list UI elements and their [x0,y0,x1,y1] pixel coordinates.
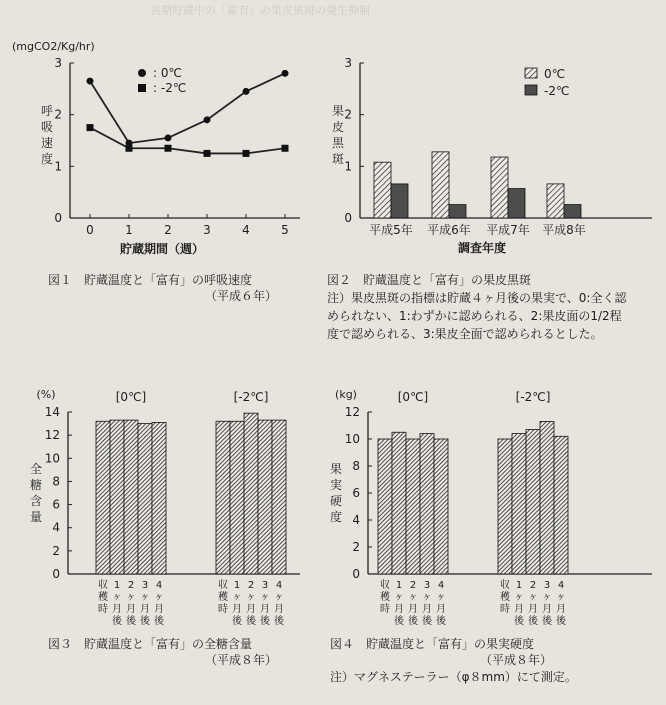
fig4-x-tick-label [408,580,419,627]
svg-text:後: 後 [260,616,270,627]
fig3-bar [96,421,110,574]
fig4-group-label: [0℃] [397,390,429,404]
fig2-bar [491,157,508,218]
fig3-x-tick-label [154,580,165,627]
fig2-bar [564,205,581,218]
svg-text:3: 3 [141,580,149,591]
svg-text:4: 4 [437,580,445,591]
fig2-legend-swatch [525,68,537,78]
svg-text:後: 後 [246,616,256,627]
svg-text:月: 月 [126,604,136,615]
svg-text:月: 月 [140,604,150,615]
fig2-legend-swatch [525,85,537,95]
fig1-series-line [90,128,285,154]
svg-text:穫: 穫 [380,592,390,603]
svg-text:ヶ: ヶ [246,592,256,603]
fig1-y-tick-label: 3 [54,56,62,70]
fig4-x-tick-label [500,578,510,615]
fig4-bar [434,439,448,574]
fig3-x-tick-label [126,580,137,627]
svg-text:ヶ: ヶ [126,592,136,603]
fig3-y-tick-label: 14 [44,405,60,419]
fig3-y-tick-label: 10 [44,451,60,466]
svg-text:後: 後 [274,616,284,627]
fig3-group-label: [0℃] [115,390,147,404]
fig4-y-tick-label: 6 [352,486,360,500]
svg-text:月: 月 [408,604,418,615]
fig1-x-tick-label: 5 [281,223,289,237]
svg-text:ヶ: ヶ [408,592,418,603]
fig2-y-tick-label: 2 [344,107,352,122]
fig4-x-tick-label [556,580,567,627]
svg-text:後: 後 [140,616,150,627]
svg-text:月: 月 [112,604,122,615]
svg-text:月: 月 [260,604,270,615]
svg-text:収: 収 [500,580,510,591]
fig3-bar [244,413,258,574]
fig1-legend-marker [138,69,146,77]
fig1-y-axis-title [41,104,53,166]
fig3-group-label: [-2℃] [233,390,269,404]
fig3-y-tick-label: 2 [52,543,60,558]
svg-text:ヶ: ヶ [528,592,538,603]
figure-3-sugar-chart [0,378,318,628]
svg-text:穫: 穫 [98,592,108,603]
svg-text:3: 3 [261,580,269,591]
fig3-unit-label: (%) [36,388,56,401]
fig3-bar [124,420,138,574]
fig4-x-tick-label [436,580,447,627]
fig1-unit-label: (mgCO2/Kg/hr) [12,40,95,53]
svg-text:後: 後 [112,616,122,627]
svg-text:1: 1 [395,580,403,591]
background-heading: 長期貯蔵中の「富有」の果皮黒斑の発生抑制 [150,4,370,17]
svg-text:後: 後 [394,616,404,627]
svg-text:後: 後 [126,616,136,627]
fig2-bar [391,184,408,218]
svg-text:吸: 吸 [40,120,54,134]
svg-text:後: 後 [556,616,566,627]
fig2-x-tick-label: 平成6年 [427,223,471,237]
svg-text:穫: 穫 [218,592,228,603]
svg-text:4: 4 [557,580,565,591]
svg-text:月: 月 [154,604,164,615]
fig1-series-line [90,73,285,143]
fig3-x-tick-label [140,580,151,627]
svg-text:月: 月 [556,604,566,615]
fig1-x-tick-label: 4 [242,223,250,237]
fig1-point [243,150,250,157]
fig2-legend-label: -2℃ [544,84,570,98]
svg-text:2: 2 [247,580,255,591]
svg-text:後: 後 [154,616,164,627]
fig4-x-tick-label [380,578,390,615]
svg-text:ヶ: ヶ [542,592,552,603]
svg-text:ヶ: ヶ [274,592,284,603]
fig1-legend-marker [138,84,146,92]
svg-text:月: 月 [274,604,284,615]
fig1-x-tick-label: 3 [203,223,211,237]
fig2-bar [547,184,564,218]
svg-text:収: 収 [218,580,228,591]
svg-text:1: 1 [233,580,241,591]
figure-4-note: 注）マグネステーラー（φ８mm）にて測定。 [330,670,577,684]
fig4-x-tick-label [528,580,539,627]
fig4-y-tick-label: 10 [344,432,360,446]
svg-text:ヶ: ヶ [436,592,446,603]
fig4-bar [392,432,406,574]
fig4-y-tick-label: 8 [352,459,360,473]
svg-text:果: 果 [329,462,343,476]
svg-text:4: 4 [275,580,283,591]
svg-text:ヶ: ヶ [154,592,164,603]
fig1-x-tick-label: 1 [125,223,133,237]
svg-text:月: 月 [232,604,242,615]
svg-text:穫: 穫 [500,592,510,603]
fig4-unit-label: (kg) [335,388,357,401]
fig1-point [204,150,211,157]
svg-text:後: 後 [514,616,524,627]
fig3-y-tick-label: 6 [52,497,60,512]
svg-text:月: 月 [542,604,552,615]
fig3-bar [152,422,166,574]
svg-text:4: 4 [155,580,163,591]
fig3-y-tick-label: 0 [52,567,60,581]
fig4-y-tick-label: 12 [344,405,360,419]
fig3-x-tick-label [98,578,108,615]
fig4-bar [498,439,512,574]
fig1-point [204,116,211,123]
fig4-y-tick-label: 2 [352,540,360,554]
fig3-x-tick-label [232,580,243,627]
fig4-y-axis-title [330,462,342,524]
fig1-point [165,134,172,141]
svg-text:度: 度 [329,510,343,524]
svg-text:2: 2 [529,580,537,591]
svg-text:後: 後 [542,616,552,627]
fig4-bar [406,439,420,574]
fig3-x-tick-label [246,580,257,627]
svg-text:2: 2 [127,580,135,591]
fig3-y-tick-label: 4 [52,520,60,535]
fig4-y-tick-label: 0 [352,567,360,581]
fig2-x-tick-label: 平成7年 [486,223,530,237]
fig1-legend-label: : -2℃ [153,81,187,95]
fig3-x-tick-label [274,580,285,627]
fig4-group-label: [-2℃] [515,390,551,404]
svg-text:硬: 硬 [329,494,343,508]
figure-4-subcaption: （平成８年） [480,653,553,667]
fig3-x-tick-label [112,580,123,627]
fig2-bar [432,152,449,218]
fig2-bar [508,189,525,218]
svg-text:ヶ: ヶ [140,592,150,603]
svg-text:収: 収 [98,580,108,591]
fig4-bar [554,436,568,574]
fig1-y-tick-label: 2 [54,107,62,122]
fig2-bar [449,205,466,218]
fig3-bar [230,421,244,574]
svg-text:2: 2 [409,580,417,591]
svg-text:3: 3 [543,580,551,591]
fig1-point [87,124,94,131]
fig2-legend-label: 0℃ [544,67,566,81]
svg-text:ヶ: ヶ [232,592,242,603]
svg-text:後: 後 [436,616,446,627]
svg-text:ヶ: ヶ [260,592,270,603]
svg-text:後: 後 [528,616,538,627]
fig4-bar [540,421,554,574]
fig3-bar [216,421,230,574]
fig4-x-tick-label [542,580,553,627]
svg-text:ヶ: ヶ [514,592,524,603]
fig2-y-tick-label: 3 [344,56,352,70]
fig3-bar [272,420,286,574]
svg-text:月: 月 [514,604,524,615]
svg-text:ヶ: ヶ [394,592,404,603]
fig4-bar [378,439,392,574]
fig1-point [282,145,289,152]
svg-text:糖: 糖 [29,478,43,492]
svg-text:時: 時 [380,604,390,615]
fig1-x-tick-label: 0 [86,223,94,237]
svg-text:ヶ: ヶ [556,592,566,603]
fig3-bar [138,424,152,574]
fig4-bar [512,434,526,574]
fig1-point [126,145,133,152]
svg-text:3: 3 [423,580,431,591]
svg-text:全: 全 [29,462,43,476]
svg-text:1: 1 [515,580,523,591]
fig2-x-tick-label: 平成8年 [542,223,586,237]
fig4-bar [526,430,540,574]
fig2-x-axis-title: 調査年度 [457,241,507,255]
svg-text:呼: 呼 [40,104,54,118]
fig1-point [165,145,172,152]
svg-text:度: 度 [40,152,54,166]
svg-text:斑: 斑 [331,152,345,166]
svg-text:後: 後 [408,616,418,627]
fig4-y-tick-label: 4 [352,513,360,527]
figure-4-firmness-chart [322,378,662,628]
svg-text:量: 量 [29,510,43,524]
svg-text:速: 速 [40,136,54,150]
svg-text:月: 月 [436,604,446,615]
svg-text:月: 月 [246,604,256,615]
figure-1-caption: 図１ 貯蔵温度と「富有」の呼吸速度 [48,273,253,287]
figure-1-respiration-chart [0,30,320,270]
fig1-point [87,78,94,85]
fig1-legend-label: : 0℃ [153,66,182,80]
svg-text:ヶ: ヶ [112,592,122,603]
fig1-x-axis-title: 貯蔵期間（週） [119,242,205,256]
svg-text:月: 月 [422,604,432,615]
fig4-x-tick-label [422,580,433,627]
svg-text:時: 時 [218,604,228,615]
fig3-y-tick-label: 12 [44,428,60,443]
fig1-y-tick-label: 1 [54,159,62,174]
svg-text:時: 時 [98,604,108,615]
fig2-y-tick-label: 0 [344,211,352,225]
svg-text:皮: 皮 [331,120,345,134]
svg-text:月: 月 [394,604,404,615]
fig3-bar [110,420,124,574]
svg-text:月: 月 [528,604,538,615]
svg-text:実: 実 [329,478,343,492]
fig2-y-axis-title [332,104,345,166]
figure-4-caption: 図４ 貯蔵温度と「富有」の果実硬度 [330,637,535,651]
fig3-bar [258,420,272,574]
fig4-bar [420,434,434,574]
svg-text:ヶ: ヶ [422,592,432,603]
fig4-x-tick-label [394,580,405,627]
svg-text:時: 時 [500,604,510,615]
fig3-x-tick-label [260,580,271,627]
figure-2-peel-spot-chart [322,30,662,270]
svg-text:収: 収 [380,580,390,591]
fig1-point [243,88,250,95]
figure-3-caption: 図３ 貯蔵温度と「富有」の全糖含量 [48,637,253,651]
fig1-point [282,70,289,77]
fig1-y-tick-label: 0 [54,211,62,225]
fig3-y-axis-title [30,461,42,524]
fig3-y-tick-label: 8 [52,474,60,489]
fig2-bar [374,162,391,218]
figure-1-subcaption: （平成６年） [205,289,278,303]
fig2-x-tick-label: 平成5年 [369,223,413,237]
svg-text:果: 果 [331,104,345,118]
figure-2-caption: 図２ 貯蔵温度と「富有」の果皮黒斑 [327,273,532,287]
svg-text:後: 後 [232,616,242,627]
fig4-x-tick-label [514,580,525,627]
fig2-y-tick-label: 1 [344,159,352,174]
svg-text:黒: 黒 [331,136,345,150]
svg-text:1: 1 [113,580,121,591]
figure-3-subcaption: （平成８年） [205,653,278,667]
svg-text:後: 後 [422,616,432,627]
svg-text:含: 含 [29,494,43,508]
figure-2-note: 注）果皮黒斑の指標は貯蔵４ヶ月後の果実で、0:全く認められない、1:わずかに認められる、2:果皮面の1/2程度で認められる、3:果皮全面で認められるとした。 [327,291,627,341]
fig1-x-tick-label: 2 [164,223,172,237]
fig3-x-tick-label [218,578,228,615]
